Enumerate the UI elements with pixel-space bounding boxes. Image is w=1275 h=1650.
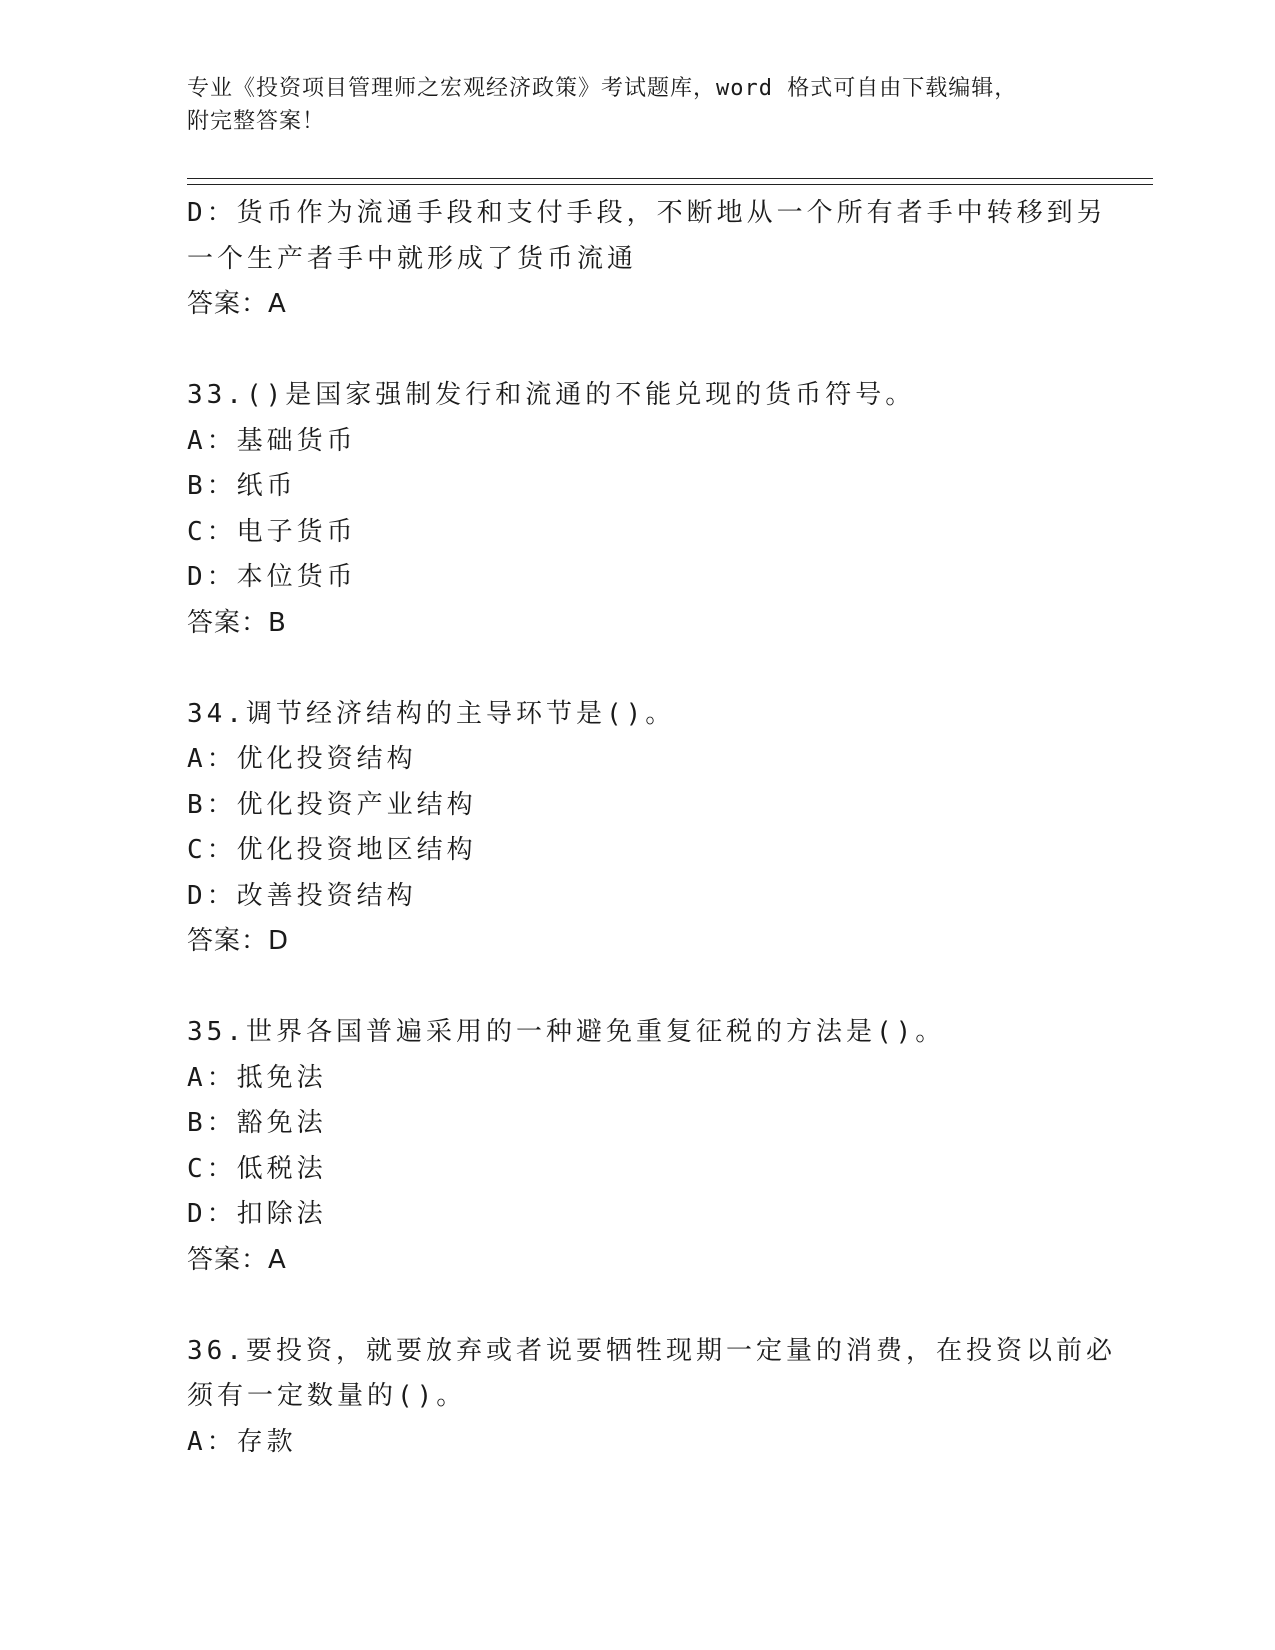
question-text: 35.世界各国普遍采用的一种避免重复征税的方法是()。 [187, 1017, 946, 1047]
question-content [187, 191, 1116, 1465]
question-36 [187, 1329, 1116, 1466]
option-d-continued: 一个生产者手中就形成了货币流通 [187, 243, 638, 274]
spacer [187, 328, 1087, 374]
header-divider [187, 178, 1153, 185]
option-c: C：电子货币 [187, 516, 357, 547]
option-a: A：优化投资结构 [187, 744, 417, 774]
option-d: D：扣除法 [187, 1199, 327, 1229]
option-c: C：优化投资地区结构 [187, 835, 477, 865]
question-text: 36.要投资，就要放弃或者说要牺牲现期一定量的消费，在投资以前必 [187, 1335, 1116, 1366]
header-line-1: 专业《投资项目管理师之宏观经济政策》考试题库，word 格式可自由下载编辑， [187, 76, 1018, 101]
spacer [187, 646, 1087, 692]
answer: 答案：A [187, 1244, 287, 1275]
answer: 答案：B [187, 607, 287, 638]
option-d: D：改善投资结构 [187, 880, 417, 911]
header-line-2: 附完整答案！ [187, 109, 326, 134]
prev-question-tail [187, 191, 1107, 328]
answer: 答案：A [187, 289, 287, 319]
option-d: D：货币作为流通手段和支付手段，不断地从一个所有者手中转移到另 [187, 198, 1107, 228]
option-a: A：存款 [187, 1426, 297, 1457]
option-b: B：豁免法 [187, 1108, 327, 1138]
document-header [187, 72, 1087, 138]
question-34 [187, 692, 1087, 965]
spacer [187, 1283, 1087, 1329]
option-a: A：基础货币 [187, 425, 357, 456]
question-text: 33.()是国家强制发行和流通的不能兑现的货币符号。 [187, 380, 916, 410]
answer: 答案：D [187, 926, 290, 956]
option-b: B：纸币 [187, 471, 297, 501]
question-text: 34.调节经济结构的主导环节是()。 [187, 698, 676, 729]
option-a: A：抵免法 [187, 1062, 327, 1093]
option-d: D：本位货币 [187, 562, 357, 592]
option-c: C：低税法 [187, 1153, 327, 1184]
question-text-continued: 须有一定数量的()。 [187, 1381, 467, 1411]
spacer [187, 965, 1087, 1011]
question-35 [187, 1010, 1087, 1283]
option-b: B：优化投资产业结构 [187, 789, 477, 820]
question-33 [187, 373, 1087, 646]
